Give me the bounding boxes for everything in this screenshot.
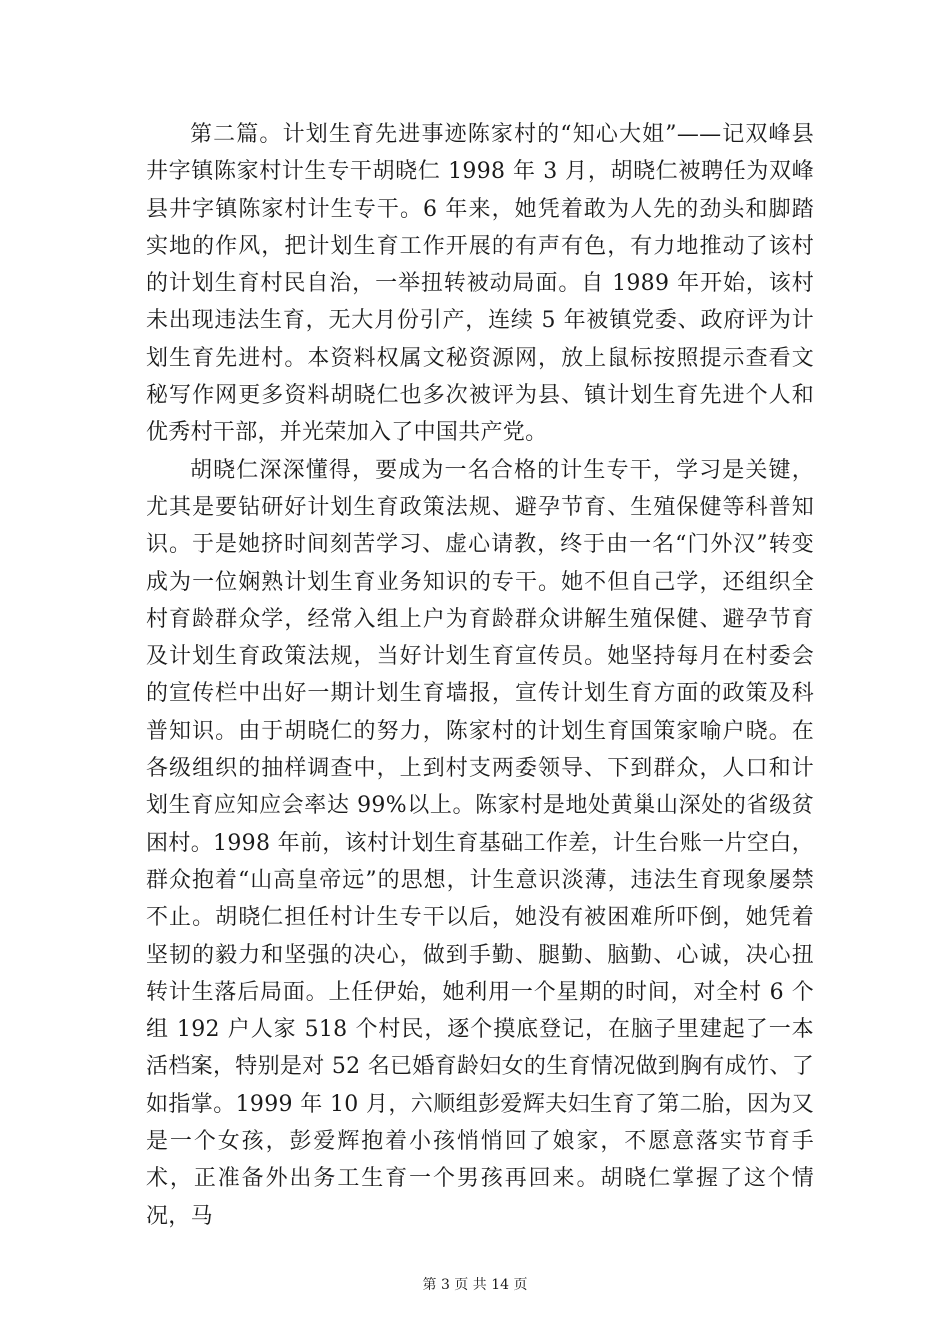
document-body [146, 116, 814, 1235]
page-number: 第 3 页 共 14 页 [422, 1277, 528, 1293]
page-footer [0, 1276, 950, 1294]
paragraph-1: 第二篇。计划生育先进事迹陈家村的“知心大姐”——记双峰县井字镇陈家村计生专干胡晓仁 1998 年 3 月，胡晓仁被聘任为双峰县井字镇陈家村计生专干。6 年来，她凭着敢为人先的劲头和脚踏实地的作风，把计划生育工作开展的有声有色，有力地推动了该村的计划生育村民自治，一举扭转被动局面。自 1989 年开始，该村未出现违法生育，无大月份引产，连续 5 年被镇党委、政府评为计划生育先进村。本资料权属文秘资源网，放上鼠标按照提示查看文秘写作网更多资料胡晓仁也多次被评为县、镇计划生育先进个人和优秀村干部，并光荣加入了中国共产党。 [146, 122, 814, 446]
paragraph-2: 胡晓仁深深懂得，要成为一名合格的计生专干，学习是关键，尤其是要钻研好计划生育政策法规、避孕节育、生殖保健等科普知识。于是她挤时间刻苦学习、虚心请教，终于由一名“门外汉”转变成为一位娴熟计划生育业务知识的专干。她不但自己学，还组织全村育龄群众学，经常入组上户为育龄群众讲解生殖保健、避孕节育及计划生育政策法规，当好计划生育宣传员。她坚持每月在村委会的宣传栏中出好一期计划生育墙报，宣传计划生育方面的政策及科普知识。由于胡晓仁的努力，陈家村的计划生育国策家喻户晓。在各级组织的抽样调查中，上到村支两委领导、下到群众，人口和计划生育应知应会率达 99%以上。陈家村是地处黄巢山深处的省级贫困村。1998 年前，该村计划生育基础工作差，计生台账一片空白，群众抱着“山高皇帝远”的思想，计生意识淡薄，违法生育现象屡禁不止。胡晓仁担任村计生专干以后，她没有被困难所吓倒，她凭着坚韧的毅力和坚强的决心，做到手勤、腿勤、脑勤、心诚，决心扭转计生落后局面。上任伊始，她利用一个星期的时间，对全村 6 个组 192 户人家 518 个村民，逐个摸底登记，在脑子里建起了一本活档案，特别是对 52 名已婚育龄妇女的生育情况做到胸有成竹、了如指掌。1999 年 10 月，六顺组彭爱辉夫妇生育了第二胎，因为又是一个女孩，彭爱辉抱着小孩悄悄回了娘家，不愿意落实节育手术，正准备外出务工生育一个男孩再回来。胡晓仁掌握了这个情况，马 [146, 457, 814, 1229]
